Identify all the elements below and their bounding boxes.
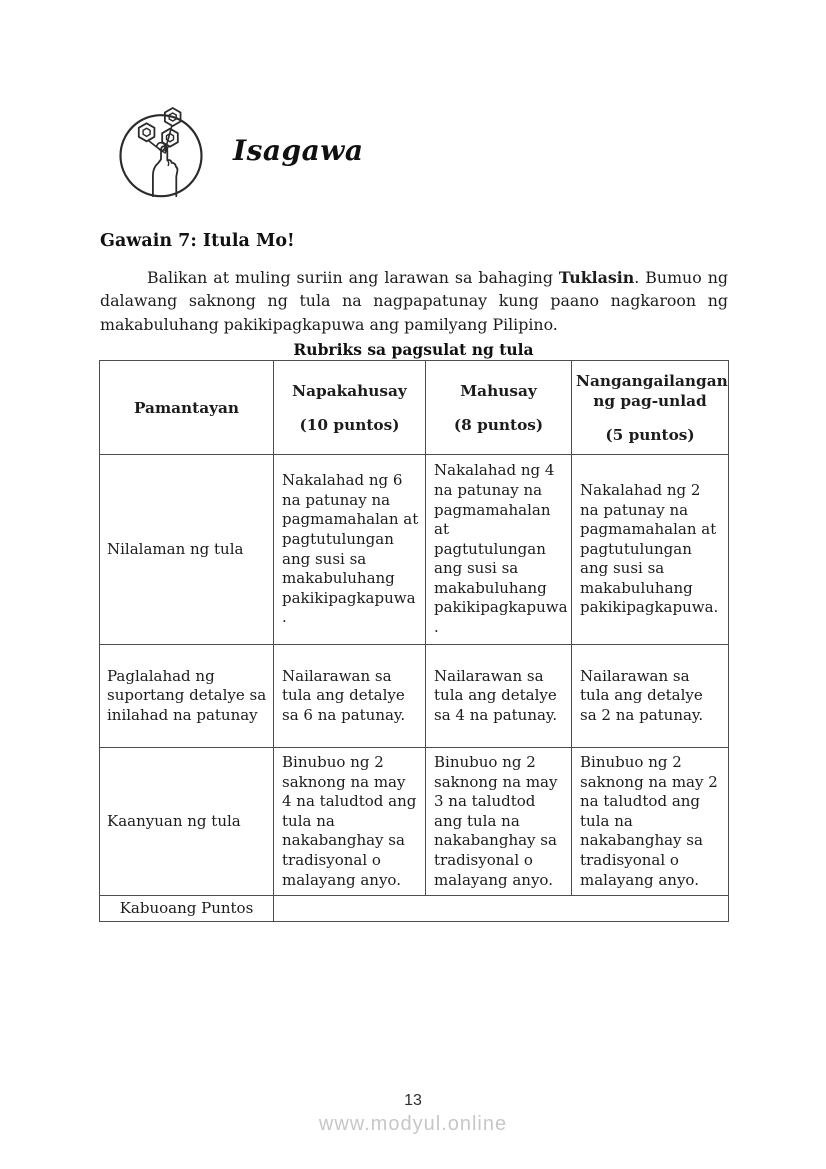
watermark: www.modyul.online: [318, 1113, 508, 1135]
total-row: [100, 896, 729, 922]
rubric-cell: Binubuo ng 2 saknong na may 4 na taludtod ang tula na nakabanghay sa tradisyonal o malayang anyo.: [274, 748, 426, 896]
instructions-bold-keyword: Tuklasin: [558, 268, 635, 287]
rubric-header-row: [100, 361, 729, 455]
table-row: [100, 645, 729, 748]
rubric-cell: Binubuo ng 2 saknong na may 3 na taludtod ang tula na nakabanghay sa tradisyonal o malayang anyo.: [426, 748, 572, 896]
rubric-cell: Binubuo ng 2 saknong na may 2 na taludtod ang tula na nakabanghay sa tradisyonal o malayang anyo.: [572, 748, 729, 896]
total-label-cell: Kabuoang Puntos: [100, 896, 274, 922]
column-header-nangangailangan: Nangangailangan ng pag-unlad (5 puntos): [572, 361, 729, 455]
hand-with-flowers-icon: [116, 104, 206, 202]
criteria-cell: Paglalahad ng suportang detalye sa inilahad na patunay: [100, 645, 274, 748]
instructions-text-end: . Bumuo ng dalawang saknong ng tula na nagpapatunay kung paano nagkaroon ng makabuluhang pakikipagkapuwa ang pamilyang Pilipino.: [100, 268, 728, 334]
rubric-cell: Nailarawan sa tula ang detalye sa 6 na patunay.: [274, 645, 426, 748]
rubric-cell: Nailarawan sa tula ang detalye sa 4 na patunay.: [426, 645, 572, 748]
column-header-napakahusay: Napakahusay (10 puntos): [274, 361, 426, 455]
column-header-mahusay: Mahusay (8 puntos): [426, 361, 572, 455]
column-header-pamantayan: Pamantayan: [100, 361, 274, 455]
criteria-cell: Nilalaman ng tula: [100, 455, 274, 645]
total-value-cell: [274, 896, 729, 922]
table-row: [100, 748, 729, 896]
section-title: Isagawa: [233, 134, 364, 167]
criteria-cell: Kaanyuan ng tula: [100, 748, 274, 896]
instructions-text-start: Balikan at muling suriin ang larawan sa bahaging: [147, 268, 559, 287]
rubric-cell: Nakalahad ng 4 na patunay na pagmamahalan at pagtutulungan ang susi sa makabuluhang pakikipagkapuwa .: [426, 455, 572, 645]
rubric-cell: Nakalahad ng 2 na patunay na pagmamahalan at pagtutulungan ang susi sa makabuluhang pakikipagkapuwa.: [572, 455, 729, 645]
activity-instructions: [100, 266, 728, 336]
activity-title: Gawain 7: Itula Mo!: [100, 231, 295, 251]
table-row: [100, 455, 729, 645]
rubric-cell: Nakalahad ng 6 na patunay na pagmamahalan at pagtutulungan ang susi sa makabuluhang pakikipagkapuwa .: [274, 455, 426, 645]
page-number: 13: [404, 1092, 422, 1109]
rubric-caption: Rubriks sa pagsulat ng tula: [293, 340, 534, 359]
rubric-cell: Nailarawan sa tula ang detalye sa 2 na patunay.: [572, 645, 729, 748]
rubric-table: [99, 360, 729, 922]
